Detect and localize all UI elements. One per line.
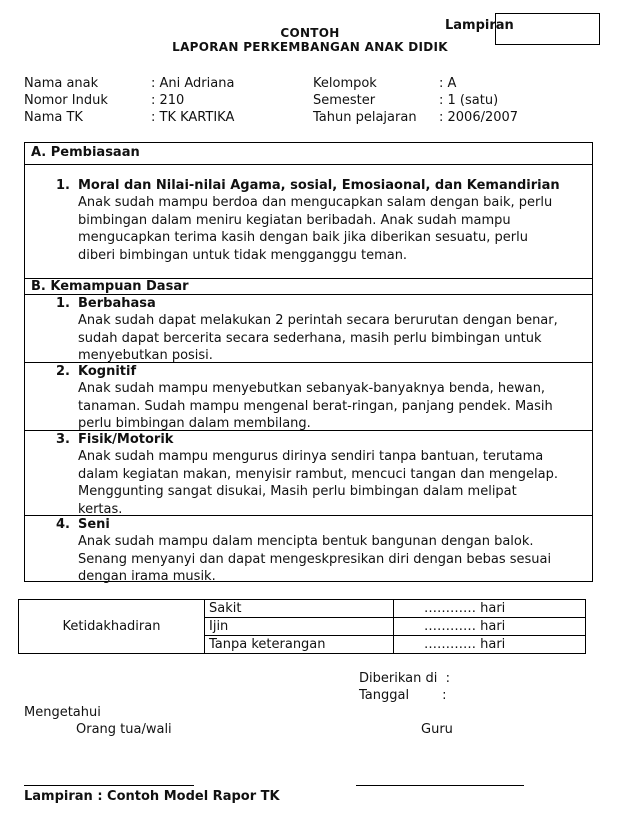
absence-type-sick: Sakit <box>205 600 394 618</box>
text-line: tanaman. Sudah mampu mengenal berat-ringan, panjang pendek. Masih <box>78 398 553 414</box>
absence-type-permit: Ijin <box>205 618 394 636</box>
text-line: Anak sudah mampu mengurus dirinya sendiri tanpa bantuan, terutama <box>78 449 544 464</box>
group-value: : A <box>439 76 457 91</box>
footer-caption: Lampiran : Contoh Model Rapor TK <box>24 789 280 804</box>
text-line: diberi bimbingan untuk tidak mengganggu teman. <box>78 247 408 263</box>
student-name-label: Nama anak <box>24 76 99 91</box>
parent-signature-line <box>24 785 194 786</box>
text-line: menyebutkan posisi. <box>78 348 213 363</box>
item-heading-kognitif: Kognitif <box>78 364 137 379</box>
attendance-table <box>18 599 586 654</box>
item-text-seni <box>78 533 583 586</box>
document-title: CONTOH <box>280 26 340 40</box>
text-line: perlu bimbingan dalam membilang. <box>78 416 311 431</box>
section-b-heading: B. Kemampuan Dasar <box>31 279 189 294</box>
group-label: Kelompok <box>313 76 377 91</box>
parent-label: Orang tua/wali <box>76 722 172 737</box>
school-year-label: Tahun pelajaran <box>313 110 417 125</box>
teacher-signature-line <box>356 785 524 786</box>
absence-value-permit: ………… hari <box>394 618 586 636</box>
item-text-fisik-motorik <box>78 448 583 518</box>
item-heading-seni: Seni <box>78 517 110 532</box>
section-a-item-number: 1. <box>56 178 70 193</box>
table-row <box>19 600 586 618</box>
text-line: bimbingan dalam meniru kegiatan beribadah. Anak sudah mampu <box>78 212 511 228</box>
text-line: mengucapkan terima kasih dengan baik jika diberikan sesuatu, perlu <box>78 230 528 245</box>
item-number: 4. <box>56 517 70 532</box>
absence-value-unexcused: ………… hari <box>394 636 586 654</box>
text-line: dalam kegiatan makan, menyisir rambut, mencuci tangan dan mengelap. <box>78 466 558 482</box>
student-info-labels <box>24 75 108 126</box>
item-heading-fisik-motorik: Fisik/Motorik <box>78 432 174 447</box>
class-info-labels <box>313 75 417 126</box>
semester-label: Semester <box>313 93 376 108</box>
text-line: Menggunting sangat disukai, Masih perlu bimbingan dalam melipat <box>78 484 517 499</box>
given-at-label: Diberikan di : <box>359 671 450 686</box>
text-line: Anak sudah mampu dalam mencipta bentuk bangunan dengan balok. <box>78 534 534 549</box>
section-a-item-heading: Moral dan Nilai-nilai Agama, sosial, Emosiaonal, dan Kemandirian <box>78 178 560 193</box>
section-a-divider <box>24 164 593 165</box>
text-line: Anak sudah mampu berdoa dan mengucapkan salam dengan baik, perlu <box>78 195 553 210</box>
text-line: Anak sudah mampu menyebutkan sebanyak-banyaknya benda, hewan, <box>78 381 546 396</box>
student-name-value: : Ani Adriana <box>151 76 235 91</box>
semester-value: : 1 (satu) <box>439 93 499 108</box>
teacher-label: Guru <box>421 722 453 737</box>
item-text-kognitif <box>78 380 583 433</box>
section-b-divider <box>24 294 593 295</box>
acknowledged-label: Mengetahui <box>24 705 101 720</box>
document-subtitle: LAPORAN PERKEMBANGAN ANAK DIDIK <box>172 40 448 54</box>
item-number: 2. <box>56 364 70 379</box>
item-text-berbahasa <box>78 312 583 365</box>
date-label: Tanggal : <box>359 688 447 703</box>
school-name-label: Nama TK <box>24 110 83 125</box>
text-line: sudah dapat bercerita secara sederhana, masih perlu bimbingan untuk <box>78 330 542 346</box>
section-a-item-text <box>78 194 583 264</box>
section-a-heading: A. Pembiasaan <box>31 145 140 160</box>
attachment-label: Lampiran <box>445 18 514 33</box>
text-line: kertas. <box>78 501 123 517</box>
absence-type-unexcused: Tanpa keterangan <box>205 636 394 654</box>
item-heading-berbahasa: Berbahasa <box>78 296 156 311</box>
class-info-values <box>439 75 518 126</box>
student-id-label: Nomor Induk <box>24 93 108 108</box>
item-number: 1. <box>56 296 70 311</box>
student-info-values <box>151 75 234 126</box>
school-year-value: : 2006/2007 <box>439 110 519 125</box>
absence-value-sick: ………… hari <box>394 600 586 618</box>
school-name-value: : TK KARTIKA <box>151 110 235 125</box>
item-number: 3. <box>56 432 70 447</box>
text-line: Anak sudah dapat melakukan 2 perintah secara berurutan dengan benar, <box>78 313 558 328</box>
student-id-value: : 210 <box>151 93 185 108</box>
text-line: dengan irama musik. <box>78 569 216 584</box>
attendance-label: Ketidakhadiran <box>19 600 205 654</box>
text-line: Senang menyanyi dan dapat mengeskpresikan diri dengan bebas sesuai <box>78 551 552 567</box>
